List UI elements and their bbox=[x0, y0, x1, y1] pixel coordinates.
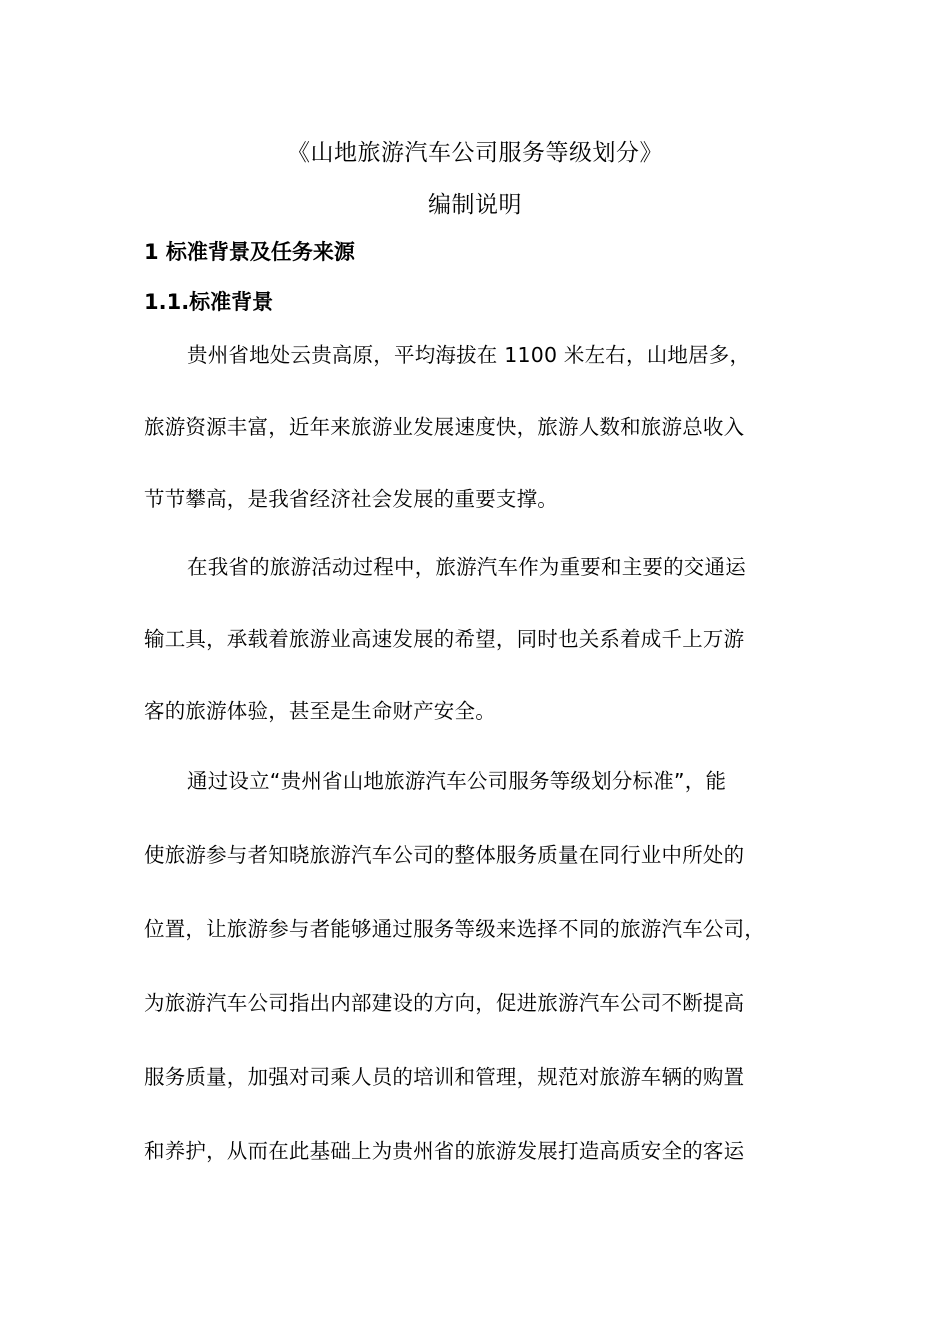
paragraph-2-line-3: 客的旅游体验，甚至是生命财产安全。 bbox=[144, 699, 496, 723]
paragraph-3-line-5: 服务质量，加强对司乘人员的培训和管理，规范对旅游车辆的购置 bbox=[144, 1065, 745, 1089]
paragraph-1-line-3: 节节攀高，是我省经济社会发展的重要支撑。 bbox=[144, 487, 558, 511]
document-subtitle: 编制说明 bbox=[428, 192, 522, 218]
section-heading: 1 标准背景及任务来源 bbox=[144, 240, 355, 264]
paragraph-3-line-1: 通过设立“贵州省山地旅游汽车公司服务等级划分标准”，能 bbox=[187, 769, 727, 793]
paragraph-3-line-3: 位置，让旅游参与者能够通过服务等级来选择不同的旅游汽车公司， bbox=[144, 917, 765, 941]
paragraph-3-line-4: 为旅游汽车公司指出内部建设的方向，促进旅游汽车公司不断提高 bbox=[144, 991, 745, 1015]
paragraph-1-line-1: 贵州省地处云贵高原，平均海拔在 1100 米左右，山地居多， bbox=[187, 343, 751, 367]
paragraph-2-line-1: 在我省的旅游活动过程中，旅游汽车作为重要和主要的交通运 bbox=[187, 555, 746, 579]
document-title: 《山地旅游汽车公司服务等级划分》 bbox=[287, 140, 663, 166]
subsection-heading: 1.1.标准背景 bbox=[144, 290, 274, 314]
paragraph-3-line-2: 使旅游参与者知晓旅游汽车公司的整体服务质量在同行业中所处的 bbox=[144, 843, 745, 867]
paragraph-3-line-6: 和养护，从而在此基础上为贵州省的旅游发展打造高质安全的客运 bbox=[144, 1139, 745, 1163]
paragraph-1-line-2: 旅游资源丰富，近年来旅游业发展速度快，旅游人数和旅游总收入 bbox=[144, 415, 745, 439]
paragraph-2-line-2: 输工具，承载着旅游业高速发展的希望，同时也关系着成千上万游 bbox=[144, 627, 745, 651]
